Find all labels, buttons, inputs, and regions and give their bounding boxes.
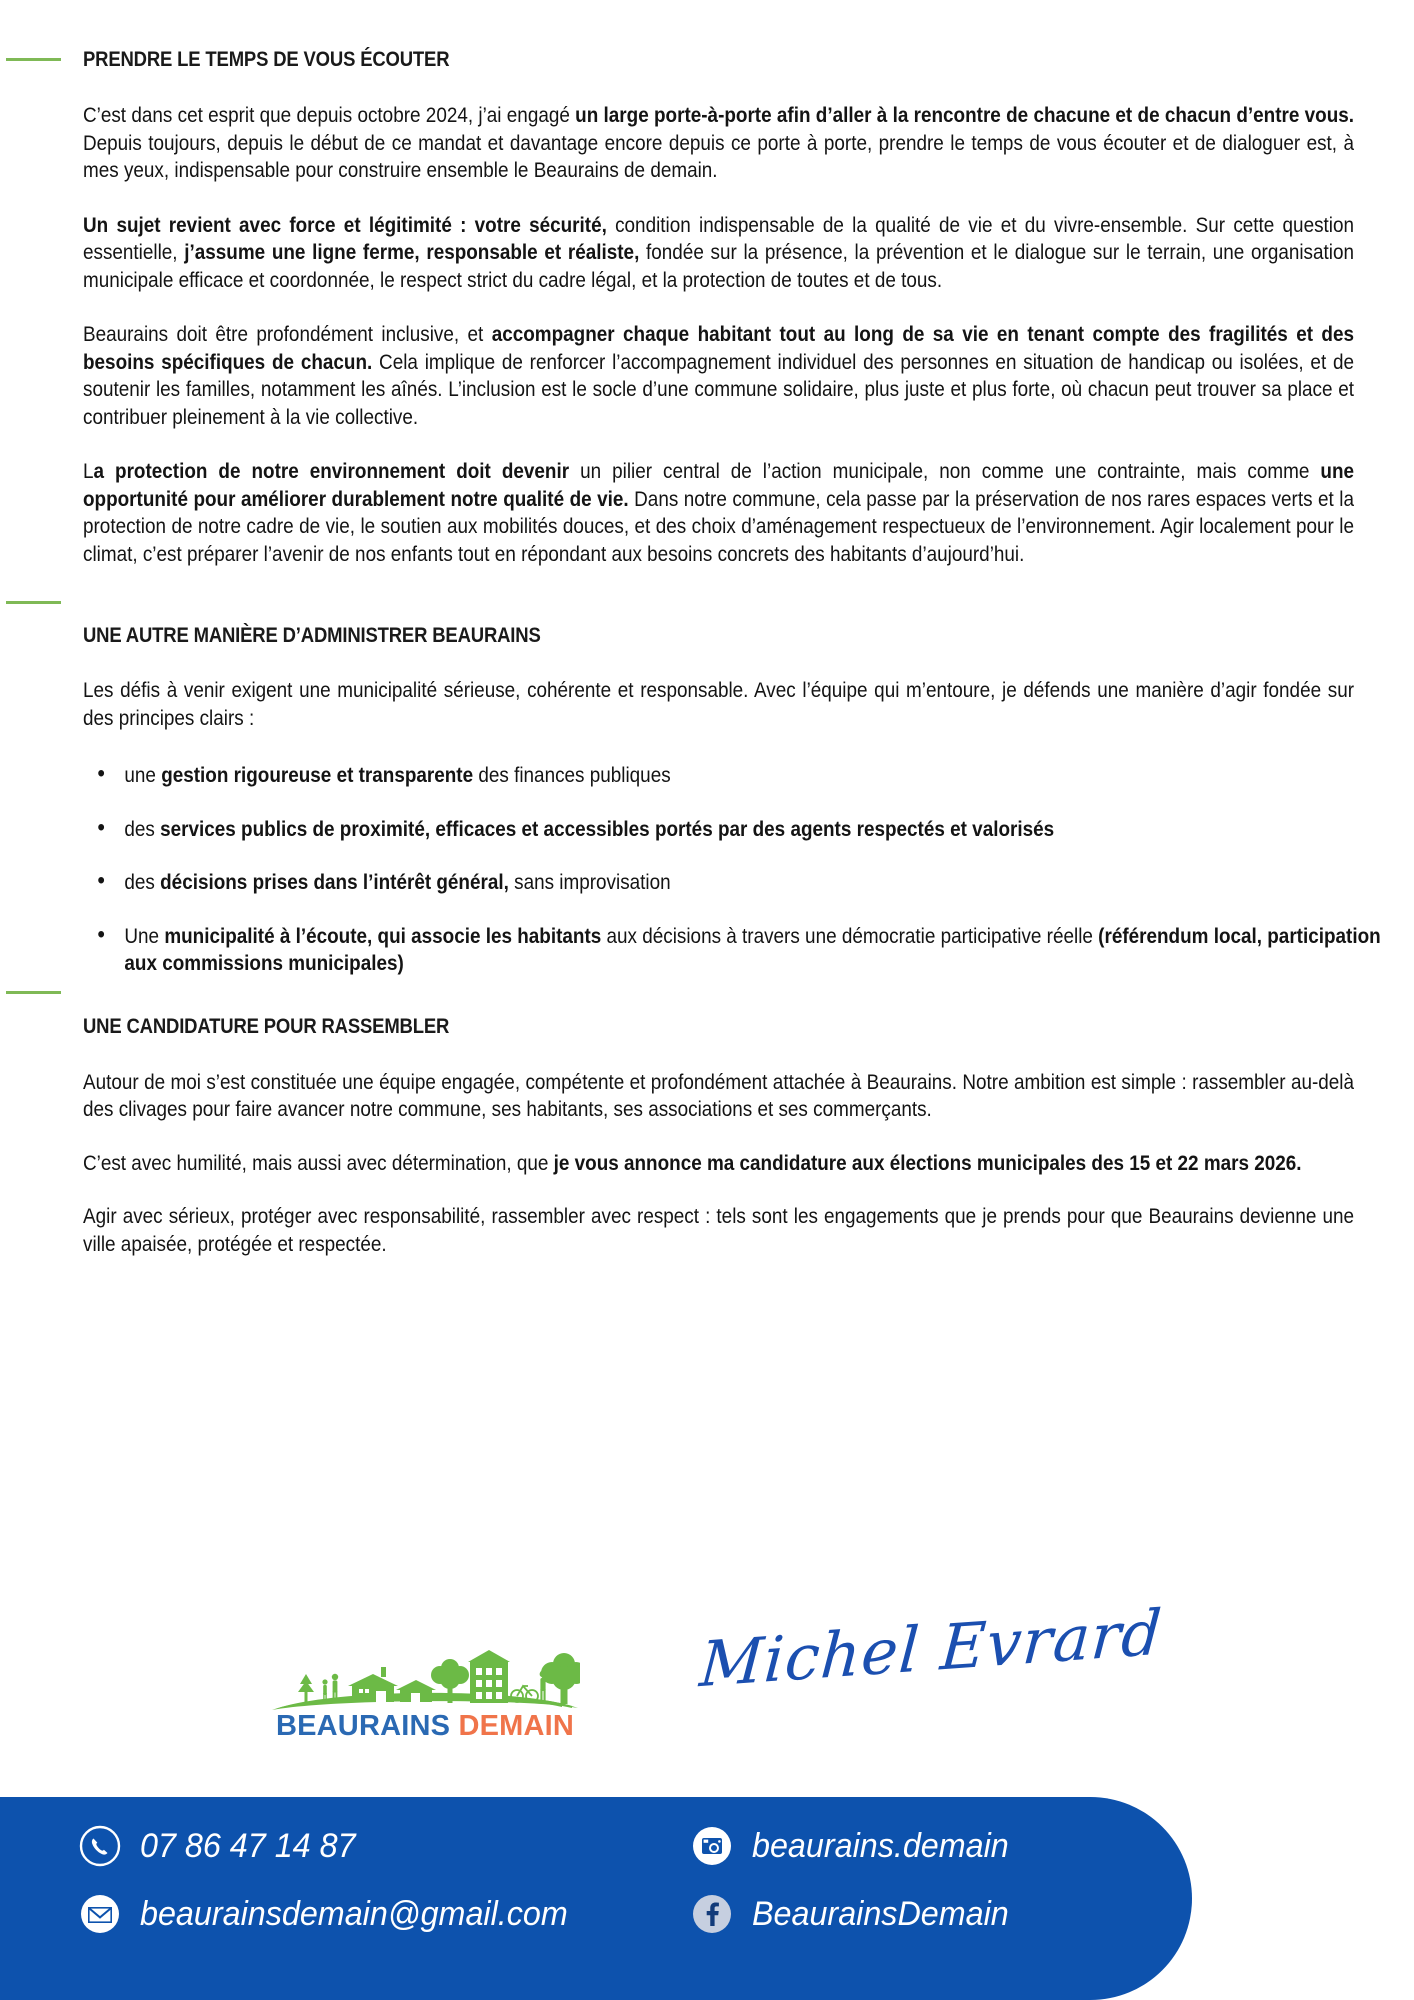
text-run: des <box>124 817 161 841</box>
spacer <box>83 431 1353 458</box>
spacer <box>83 1042 1353 1069</box>
footer-email-row[interactable] <box>78 1883 590 1945</box>
spacer <box>83 294 1353 321</box>
text-run: des finances publiques <box>473 764 671 787</box>
spacer <box>83 732 1353 762</box>
section-heading-3-wrap <box>83 1014 1353 1042</box>
bold-text-run: accompagner chaque habitant tout au long de sa vie en tenant compte des fragilités et des besoins spécifiques de chacun. <box>83 323 1355 374</box>
footer-contact-column <box>78 1815 590 1945</box>
list-item <box>83 762 1395 790</box>
spacer <box>83 1124 1353 1150</box>
text-run: Une <box>124 924 165 948</box>
bold-text-run: j’assume une ligne ferme, responsable et réaliste, <box>184 241 640 264</box>
list-item <box>83 816 1395 844</box>
green-rule-icon <box>6 58 61 61</box>
footer-facebook-row[interactable] <box>690 1883 1022 1945</box>
document-content <box>83 0 1381 1258</box>
principles-list <box>83 762 1381 978</box>
bold-text-run: (référendum local, participation aux commissions municipales) <box>124 924 1381 975</box>
paragraph <box>83 1150 1354 1178</box>
logo-wordmark <box>270 1710 580 1743</box>
skyline-logo-icon <box>270 1630 580 1720</box>
paragraph <box>83 1203 1354 1258</box>
logo-word-beaurains: BEAURAINS <box>275 1710 451 1742</box>
text-run: C’est dans cet esprit que depuis octobre 2024, j’ai engagé <box>83 104 576 127</box>
contact-footer <box>0 1797 1192 2000</box>
phone-icon <box>78 1824 122 1868</box>
bold-text-run: services publics de proximité, efficaces et accessibles portés par des agents respectés et valorisés <box>160 817 1055 841</box>
bold-text-run: a protection de notre environnement doit devenir <box>93 460 570 483</box>
instagram-handle: beaurains.demain <box>752 1826 1009 1865</box>
paragraph <box>83 102 1354 185</box>
instagram-icon <box>690 1824 734 1868</box>
facebook-icon <box>690 1892 734 1936</box>
phone-number: 07 86 47 14 87 <box>140 1826 356 1865</box>
bold-text-run: gestion rigoureuse et transparente <box>161 764 474 787</box>
text-run: L <box>83 460 94 483</box>
text-run: un pilier central de l’action municipale, non comme une contrainte, mais comme <box>569 460 1321 483</box>
beaurains-demain-logo <box>270 1630 580 1750</box>
spacer <box>83 185 1353 212</box>
text-run: Beaurains doit être profondément inclusive, et <box>83 323 492 346</box>
text-run: fondée sur la présence, la prévention et le dialogue sur le terrain, une organisation municipale efficace et coordonnée, le respect strict du cadre légal, et la protection de toutes et de tous. <box>83 241 1354 292</box>
signature: Michel Evrard <box>697 1595 1165 1702</box>
paragraph <box>83 321 1354 431</box>
email-address: beaurainsdemain@gmail.com <box>140 1894 568 1933</box>
text-run: Les défis à venir exigent une municipalité sérieuse, cohérente et responsable. Avec l’équipe qui m’entoure, je défends une manière d’agir fondée sur des principes clairs : <box>83 679 1355 730</box>
list-item <box>83 869 1395 897</box>
bold-text-run: décisions prises dans l’intérêt général, <box>160 871 509 894</box>
spacer <box>83 651 1353 677</box>
text-run: une <box>124 764 162 787</box>
bold-text-run: un large porte-à-porte afin d’aller à la rencontre de chacune et de chacun d’entre vous. <box>575 104 1355 127</box>
text-run: sans improvisation <box>508 871 671 894</box>
list-item <box>83 923 1395 978</box>
spacer <box>83 75 1353 102</box>
logo-word-demain: DEMAIN <box>458 1710 575 1742</box>
green-rule-icon <box>6 601 61 604</box>
footer-phone-row[interactable] <box>78 1815 590 1877</box>
text-run: Cela implique de renforcer l’accompagnement individuel des personnes en situation de handicap ou isolées, et de soutenir les familles, notamment les aînés. L’inclusion est le socle d’une commune solidaire, plus juste et plus forte, où chacun peut trouver sa place et contribuer pleinement à la vie collective. <box>83 350 1355 429</box>
section-heading-2-wrap <box>83 623 1353 651</box>
text-run: aux décisions à travers une démocratie participative réelle <box>601 924 1099 948</box>
text-run: des <box>124 871 161 894</box>
section-heading-3: UNE CANDIDATURE POUR RASSEMBLER <box>83 1013 450 1038</box>
text-run: Depuis toujours, depuis le début de ce mandat et davantage encore depuis ce porte à porte, prendre le temps de vous écouter et de dialoguer est, à mes yeux, indispensable pour construire ensemble le Beaurains de demain. <box>83 131 1355 182</box>
text-run: condition indispensable de la qualité de vie et du vivre-ensemble. Sur cette question essentielle, <box>83 213 1355 264</box>
green-rule-icon <box>6 991 61 994</box>
text-run: Dans notre commune, cela passe par la préservation de nos rares espaces verts et la protection de notre cadre de vie, le soutien aux mobilités douces, et des choix d’aménagement respectueux de l’environnement. Agir localement pour le climat, c’est préparer l’avenir de nos enfants tout en répondant aux besoins concrets des habitants d’aujourd’hui. <box>83 487 1355 566</box>
paragraph <box>83 1069 1354 1124</box>
text-run: C’est avec humilité, mais aussi avec détermination, que <box>83 1151 554 1175</box>
section-heading-1-wrap <box>83 47 1353 75</box>
text-run: Autour de moi s’est constituée une équipe engagée, compétente et profondément attachée à Beaurains. Notre ambition est simple : rassembler au-delà des clivages pour faire avancer notre commune, ses habitants, ses associations et ses commerçants. <box>83 1070 1355 1121</box>
paragraph <box>83 212 1354 295</box>
envelope-icon <box>78 1892 122 1936</box>
section-heading-2: UNE AUTRE MANIÈRE D’ADMINISTRER BEAURAINS <box>83 623 541 647</box>
bold-text-run: je vous annonce ma candidature aux élections municipales des 15 et 22 mars 2026. <box>553 1151 1302 1175</box>
bold-text-run: une opportunité pour améliorer durablement notre qualité de vie. <box>83 460 1355 511</box>
footer-social-column <box>690 1815 1022 1945</box>
footer-instagram-row[interactable] <box>690 1815 1022 1877</box>
section-heading-1: PRENDRE LE TEMPS DE VOUS ÉCOUTER <box>83 47 450 71</box>
bold-text-run: Un sujet revient avec force et légitimité : votre sécurité, <box>83 213 607 237</box>
paragraph <box>83 458 1354 568</box>
paragraph <box>83 677 1354 732</box>
bold-text-run: municipalité à l’écoute, qui associe les habitants <box>164 924 602 948</box>
text-run: Agir avec sérieux, protéger avec responsabilité, rassembler avec respect : tels sont les engagements que je prends pour que Beaurains devienne une ville apaisée, protégée et respectée. <box>83 1205 1355 1256</box>
facebook-handle: BeaurainsDemain <box>752 1894 1009 1933</box>
spacer <box>83 1177 1353 1203</box>
